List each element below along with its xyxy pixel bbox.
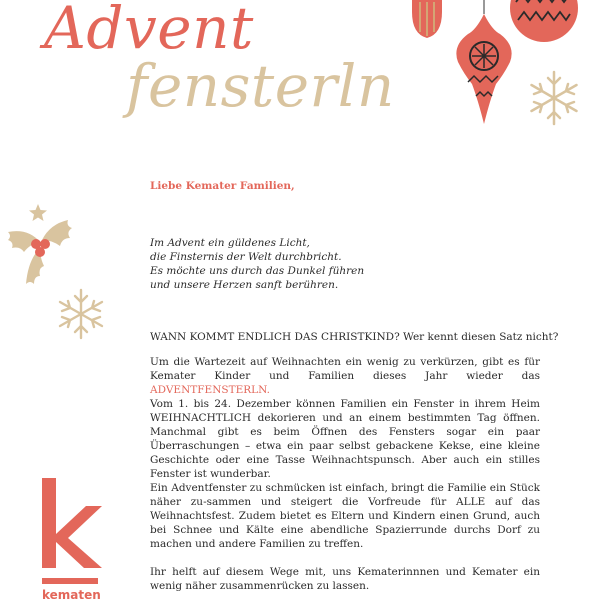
- paragraph: Vom 1. bis 24. Dezember können Familien ein Fenster in ihrem Heim WEIHNACHTLICH dekorieren und an einem bestimmten Tag öffnen. Manchmal gibt es beim Öffnen des Fensters sogar ein paar Überraschungen – etwa ein paar selbst gebackene Kekse, eine kleine Geschichte oder eine Tasse Weihnachtspunsch. Aber auch ein stilles Fenster ist wunderbar.: [150, 398, 540, 480]
- kematen-logo-mark: [42, 478, 102, 568]
- paragraph: Ihr helft auf diesem Wege mit, uns Kematerinnnen und Kemater ein wenig näher zusammenrücken zu lassen.: [150, 566, 540, 592]
- title-advent: Advent: [44, 0, 254, 62]
- ornament-icon: [412, 0, 442, 38]
- ornaments-decoration: [400, 0, 600, 130]
- logo-text: kematen: [42, 588, 101, 602]
- holly-decoration: [0, 200, 100, 300]
- star-icon: [29, 204, 47, 221]
- question-line: WANN KOMMT ENDLICH DAS CHRISTKIND? Wer kennt diesen Satz nicht?: [150, 331, 559, 343]
- logo-bar: [42, 578, 98, 584]
- greeting: Liebe Kemater Familien,: [150, 180, 295, 192]
- holly-icon: [8, 220, 72, 284]
- snowflake-icon: [54, 287, 108, 341]
- poem-line: Im Advent ein güldenes Licht,: [150, 237, 310, 249]
- paragraph: Ein Adventfenster zu schmücken ist einfach, bringt die Familie ein Stück näher zu-sammen und steigert die Vorfreude für ALLE auf das Weihnachtsfest. Zudem bietet es Eltern und Kindern einen Grund, auch bei Schnee und Kälte eine abendliche Spazierrunde durchs Dorf zu machen und andere Familien zu treffen.: [150, 482, 540, 550]
- snowflake-icon: [532, 72, 577, 124]
- poem: [150, 236, 410, 292]
- paragraph-text: Um die Wartezeit auf Weihnachten ein wenig zu verkürzen, gibt es für Kemater Kinder und Familien dieses Jahr wieder das: [150, 356, 540, 382]
- ornament-icon: [456, 0, 511, 124]
- letter-body: [150, 355, 540, 593]
- ornament-icon: [510, 0, 578, 42]
- poem-line: und unsere Herzen sanft berühren.: [150, 279, 339, 291]
- title-fensterln: fensterln: [126, 52, 395, 120]
- poem-line: die Finsternis der Welt durchbricht.: [150, 251, 342, 263]
- adventfensterln-highlight: ADVENTFENSTERLN.: [150, 384, 270, 396]
- paragraph: [150, 355, 540, 397]
- poem-line: Es möchte uns durch das Dunkel führen: [150, 265, 365, 277]
